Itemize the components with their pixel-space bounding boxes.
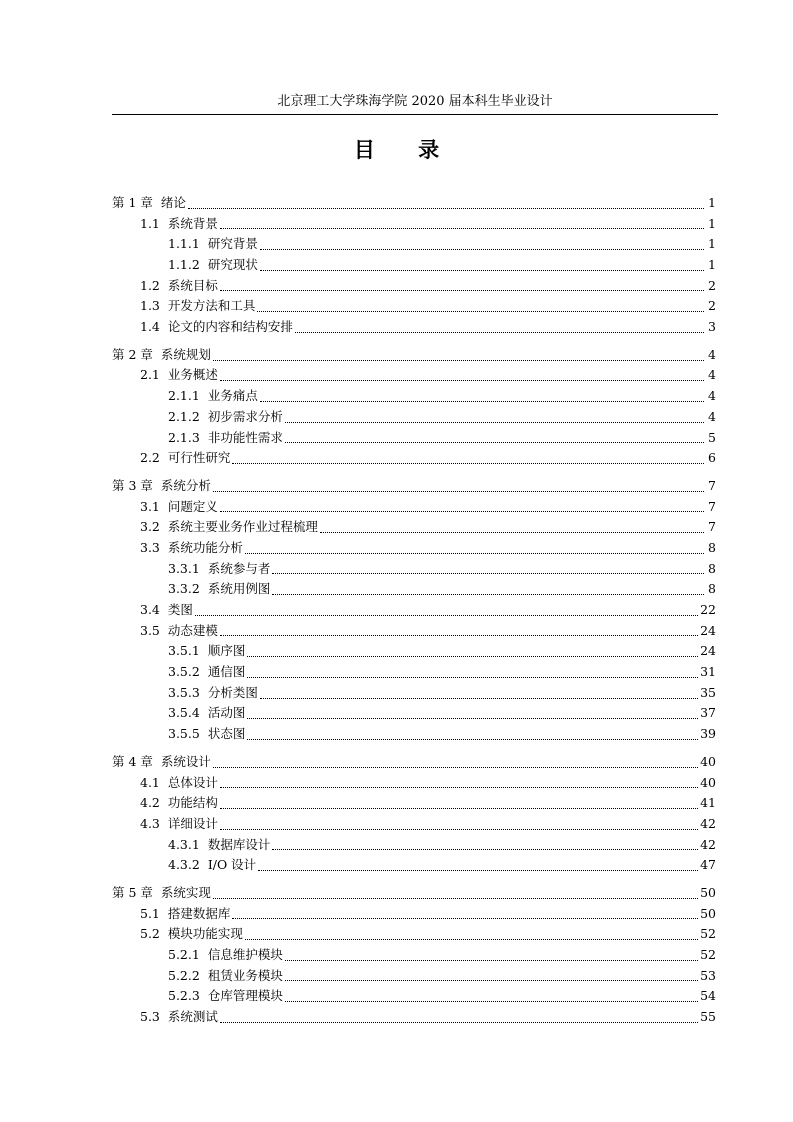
toc-section-entry[interactable]: [112, 448, 716, 469]
toc-subsection-entry[interactable]: [112, 945, 716, 966]
toc-leader-dots: [213, 898, 698, 899]
toc-section-entry[interactable]: [112, 366, 716, 387]
toc-entry-title: 非功能性需求: [207, 429, 283, 445]
toc-entry-number: 第 2 章: [112, 346, 153, 362]
toc-leader-dots: [220, 635, 698, 636]
toc-entry-number: 3.4: [140, 602, 160, 618]
toc-entry-title: 模块功能实现: [167, 926, 243, 942]
toc-page-number: 40: [700, 753, 716, 769]
toc-leader-dots: [213, 491, 704, 492]
toc-leader-dots: [188, 208, 704, 209]
toc-section-entry[interactable]: [112, 276, 716, 297]
toc-leader-dots: [247, 656, 698, 657]
toc-subsection-entry[interactable]: [112, 662, 716, 683]
toc-entry-number: 第 1 章: [112, 194, 153, 210]
toc-entry-number: 2.1.2: [168, 408, 200, 424]
toc-entry-number: 3.5.1: [168, 643, 200, 659]
toc-subsection-entry[interactable]: [112, 683, 716, 704]
toc-page-number: 52: [700, 947, 716, 963]
toc-leader-dots: [220, 511, 704, 512]
toc-entry-number: 3.2: [140, 519, 160, 535]
toc-leader-dots: [213, 767, 698, 768]
toc-entry-number: 1.1.2: [168, 257, 200, 273]
header-rule: [112, 114, 718, 115]
toc-entry-number: 4.3: [140, 815, 160, 831]
toc-entry-title: 动态建模: [167, 622, 218, 638]
toc-entry-title: 问题定义: [167, 498, 218, 514]
toc-chapter-entry[interactable]: [112, 476, 716, 497]
toc-entry-number: 5.2.3: [168, 988, 200, 1004]
toc-page-number: 8: [708, 581, 716, 597]
toc-entry-number: 3.3.1: [168, 560, 200, 576]
toc-leader-dots: [257, 311, 704, 312]
toc-entry-title: 租赁业务模块: [207, 967, 283, 983]
toc-entry-number: 5.1: [140, 905, 160, 921]
toc-entry-title: I/O 设计: [207, 857, 257, 873]
toc-entry-number: 5.2: [140, 926, 160, 942]
toc-subsection-entry[interactable]: [112, 704, 716, 725]
toc-entry-number: 第 3 章: [112, 477, 153, 493]
toc-entry-title: 业务痛点: [207, 388, 258, 404]
toc-leader-dots: [232, 918, 698, 919]
toc-entry-title: 系统目标: [167, 277, 218, 293]
toc-subsection-entry[interactable]: [112, 966, 716, 987]
toc-section-entry[interactable]: [112, 600, 716, 621]
toc-entry-number: 5.2.1: [168, 947, 200, 963]
toc-entry-title: 研究现状: [207, 257, 258, 273]
toc-page-number: 52: [700, 926, 716, 942]
toc-chapter-entry[interactable]: [112, 345, 716, 366]
toc-leader-dots: [285, 422, 704, 423]
toc-entry-number: 3.5: [140, 622, 160, 638]
toc-entry-number: 1.1: [140, 215, 160, 231]
toc-section-entry[interactable]: [112, 773, 716, 794]
toc-title: 目 录: [353, 137, 458, 162]
toc-page-number: 2: [708, 298, 716, 314]
toc-subsection-entry[interactable]: [112, 641, 716, 662]
toc-section-entry[interactable]: [112, 517, 716, 538]
toc-page-number: 5: [708, 429, 716, 445]
toc-page-number: 22: [700, 602, 716, 618]
toc-entry-title: 系统背景: [167, 215, 218, 231]
toc-entry-number: 2.2: [140, 450, 160, 466]
toc-leader-dots: [272, 573, 704, 574]
toc-entry-number: 4.3.1: [168, 836, 200, 852]
toc-leader-dots: [260, 270, 704, 271]
toc-entry-title: 绪论: [160, 194, 186, 210]
toc-section-entry[interactable]: [112, 538, 716, 559]
toc-section-entry[interactable]: [112, 904, 716, 925]
toc-page-number: 35: [700, 684, 716, 700]
toc-page-number: 53: [700, 967, 716, 983]
toc-entry-title: 系统主要业务作业过程梳理: [167, 519, 318, 535]
toc-entry-title: 系统测试: [167, 1009, 218, 1025]
toc-entry-number: 1.1.1: [168, 236, 200, 252]
toc-page-number: 8: [708, 539, 716, 555]
toc-entry-title: 数据库设计: [207, 836, 271, 852]
toc-page-number: 4: [708, 367, 716, 383]
toc-entry-number: 1.3: [140, 298, 160, 314]
toc-subsection-entry[interactable]: [112, 255, 716, 276]
toc-entry-title: 初步需求分析: [207, 408, 283, 424]
toc-leader-dots: [320, 532, 704, 533]
toc-leader-dots: [247, 739, 698, 740]
toc-entry-title: 类图: [167, 602, 193, 618]
toc-page-number: 42: [700, 815, 716, 831]
toc-leader-dots: [213, 360, 704, 361]
toc-entry-title: 搭建数据库: [167, 905, 231, 921]
toc-entry-title: 开发方法和工具: [167, 298, 256, 314]
toc-entry-title: 总体设计: [167, 774, 218, 790]
running-header: 北京理工大学珠海学院 2020 届本科生毕业设计: [277, 94, 553, 109]
toc-leader-dots: [220, 787, 698, 788]
toc-leader-dots: [245, 939, 698, 940]
toc-entry-title: 系统分析: [160, 477, 211, 493]
toc-leader-dots: [247, 718, 698, 719]
toc-section-entry[interactable]: [112, 317, 716, 338]
toc-leader-dots: [295, 332, 704, 333]
toc-section-entry[interactable]: [112, 214, 716, 235]
toc-entry-number: 3.3: [140, 539, 160, 555]
toc-section-entry[interactable]: [112, 793, 716, 814]
toc-entry-title: 通信图: [207, 664, 246, 680]
toc-entry-title: 系统用例图: [207, 581, 271, 597]
toc-entry-number: 1.4: [140, 319, 160, 335]
toc-entry-title: 系统设计: [160, 753, 211, 769]
toc-chapter-entry[interactable]: [112, 193, 716, 214]
toc-leader-dots: [285, 1001, 698, 1002]
toc-leader-dots: [285, 442, 704, 443]
table-of-contents: [112, 193, 716, 1028]
toc-leader-dots: [220, 380, 704, 381]
toc-page-number: 55: [700, 1009, 716, 1025]
toc-section-entry[interactable]: [112, 814, 716, 835]
toc-entry-title: 详细设计: [167, 815, 218, 831]
toc-leader-dots: [220, 1022, 698, 1023]
toc-section-entry[interactable]: [112, 924, 716, 945]
toc-entry-number: 2.1.3: [168, 429, 200, 445]
toc-page-number: 1: [708, 236, 716, 252]
toc-entry-number: 3.1: [140, 498, 160, 514]
toc-page-number: 1: [708, 257, 716, 273]
toc-entry-number: 3.3.2: [168, 581, 200, 597]
toc-page-number: 4: [708, 388, 716, 404]
toc-entry-number: 5.3: [140, 1009, 160, 1025]
toc-page-number: 2: [708, 277, 716, 293]
toc-subsection-entry[interactable]: [112, 855, 716, 876]
toc-page-number: 42: [700, 836, 716, 852]
toc-chapter-entry[interactable]: [112, 883, 716, 904]
toc-subsection-entry[interactable]: [112, 234, 716, 255]
toc-page-number: 1: [708, 194, 716, 210]
toc-entry-title: 状态图: [207, 726, 246, 742]
toc-entry-number: 4.1: [140, 774, 160, 790]
toc-page-number: 24: [700, 622, 716, 638]
toc-page-number: 50: [700, 884, 716, 900]
toc-subsection-entry[interactable]: [112, 386, 716, 407]
toc-page-number: 7: [708, 519, 716, 535]
toc-subsection-entry[interactable]: [112, 724, 716, 745]
toc-entry-title: 信息维护模块: [207, 947, 283, 963]
toc-entry-title: 业务概述: [167, 367, 218, 383]
toc-page-number: 4: [708, 408, 716, 424]
toc-page-number: 41: [700, 795, 716, 811]
toc-leader-dots: [232, 463, 704, 464]
toc-section-entry[interactable]: [112, 497, 716, 518]
toc-leader-dots: [258, 870, 698, 871]
toc-entry-title: 仓库管理模块: [207, 988, 283, 1004]
toc-page-number: 1: [708, 215, 716, 231]
toc-leader-dots: [260, 249, 704, 250]
toc-entry-title: 可行性研究: [167, 450, 231, 466]
toc-entry-number: 5.2.2: [168, 967, 200, 983]
toc-entry-title: 分析类图: [207, 684, 258, 700]
toc-page-number: 24: [700, 643, 716, 659]
toc-leader-dots: [220, 290, 704, 291]
toc-page-number: 37: [700, 705, 716, 721]
toc-entry-number: 3.5.3: [168, 684, 200, 700]
toc-leader-dots: [220, 808, 698, 809]
toc-leader-dots: [285, 960, 698, 961]
toc-entry-number: 3.5.2: [168, 664, 200, 680]
toc-leader-dots: [195, 615, 698, 616]
toc-page-number: 6: [708, 450, 716, 466]
toc-entry-number: 第 4 章: [112, 753, 153, 769]
toc-entry-title: 系统规划: [160, 346, 211, 362]
toc-page-number: 7: [708, 498, 716, 514]
toc-page-number: 50: [700, 905, 716, 921]
toc-entry-number: 2.1: [140, 367, 160, 383]
toc-leader-dots: [260, 698, 698, 699]
toc-subsection-entry[interactable]: [112, 428, 716, 449]
toc-subsection-entry[interactable]: [112, 986, 716, 1007]
toc-leader-dots: [272, 594, 704, 595]
toc-entry-number: 4.2: [140, 795, 160, 811]
toc-entry-title: 系统参与者: [207, 560, 271, 576]
toc-entry-title: 系统功能分析: [167, 539, 243, 555]
toc-page-number: 47: [700, 857, 716, 873]
toc-subsection-entry[interactable]: [112, 407, 716, 428]
toc-entry-number: 4.3.2: [168, 857, 200, 873]
toc-page-number: 4: [708, 346, 716, 362]
toc-section-entry[interactable]: [112, 621, 716, 642]
toc-leader-dots: [247, 677, 698, 678]
toc-leader-dots: [220, 228, 704, 229]
toc-entry-number: 2.1.1: [168, 388, 200, 404]
toc-page-number: 7: [708, 477, 716, 493]
toc-leader-dots: [285, 980, 698, 981]
toc-entry-title: 研究背景: [207, 236, 258, 252]
toc-page-number: 54: [700, 988, 716, 1004]
toc-page-number: 3: [708, 319, 716, 335]
toc-subsection-entry[interactable]: [112, 559, 716, 580]
toc-entry-title: 顺序图: [207, 643, 246, 659]
toc-leader-dots: [220, 829, 698, 830]
toc-entry-number: 3.5.4: [168, 705, 200, 721]
toc-entry-title: 功能结构: [167, 795, 218, 811]
toc-subsection-entry[interactable]: [112, 835, 716, 856]
toc-section-entry[interactable]: [112, 296, 716, 317]
toc-entry-number: 第 5 章: [112, 884, 153, 900]
toc-entry-number: 1.2: [140, 277, 160, 293]
toc-page-number: 31: [700, 664, 716, 680]
toc-entry-number: 3.5.5: [168, 726, 200, 742]
toc-leader-dots: [272, 849, 698, 850]
toc-page-number: 40: [700, 774, 716, 790]
toc-page-number: 8: [708, 560, 716, 576]
toc-chapter-entry[interactable]: [112, 752, 716, 773]
toc-section-entry[interactable]: [112, 1007, 716, 1028]
toc-subsection-entry[interactable]: [112, 579, 716, 600]
toc-entry-title: 论文的内容和结构安排: [167, 319, 293, 335]
toc-leader-dots: [260, 401, 704, 402]
toc-page-number: 39: [700, 726, 716, 742]
toc-leader-dots: [245, 553, 704, 554]
toc-entry-title: 活动图: [207, 705, 246, 721]
toc-entry-title: 系统实现: [160, 884, 211, 900]
